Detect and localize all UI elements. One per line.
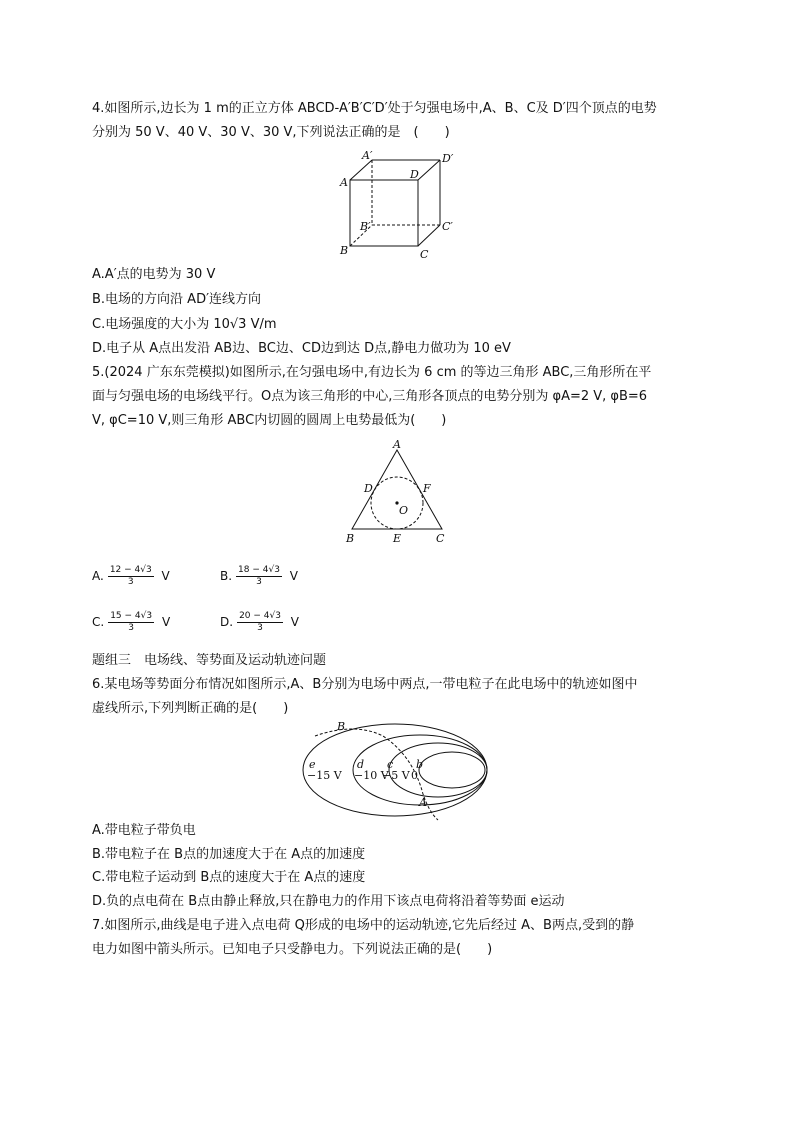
label-B: B <box>337 720 346 733</box>
q5-option-b: B. $\frac{18 - 4√3}{3}$ V <box>220 565 298 587</box>
section-title: 题组三 电场线、等势面及运动轨迹问题 <box>92 653 327 668</box>
q4-option-a: A.A′点的电势为 30 V <box>92 267 216 282</box>
label-C: C <box>420 248 429 261</box>
label-A: A <box>393 438 401 451</box>
label-D-prime: D′ <box>442 152 454 165</box>
q4-stem-line2: 分别为 50 V、40 V、30 V、30 V,下列说法正确的是 ( ) <box>92 125 450 140</box>
q6-stem-line1: 6.某电场等势面分布情况如图所示,A、B分别为电场中两点,一带电粒子在此电场中的轨迹如图中 <box>92 677 638 692</box>
q4-option-d: D.电子从 A点出发沿 AB边、BC边、CD边到达 D点,静电力做功为 10 eV <box>92 341 511 356</box>
q5-option-c: C. $\frac{15 - 4√3}{3}$ V <box>92 611 171 633</box>
q4-stem-line1: 4.如图所示,边长为 1 m的正立方体 ABCD-A′B′C′D′处于匀强电场中,A、B、C及 D′四个顶点的电势 <box>92 101 657 116</box>
q6-stem-line2: 虚线所示,下列判断正确的是( ) <box>92 701 289 716</box>
label-B: B <box>346 532 355 545</box>
label-C: C <box>436 532 445 545</box>
q7-stem-line1: 7.如图所示,曲线是电子进入点电荷 Q形成的电场中的运动轨迹,它先后经过 A、B两点,受到的静 <box>92 918 635 933</box>
label-F: F <box>423 482 431 495</box>
label-A: A <box>340 176 348 189</box>
q4-option-c: C.电场强度的大小为 10√3 V/m <box>92 317 277 332</box>
q5-option-d: D. $\frac{20 - 4√3}{3}$ V <box>220 611 300 633</box>
label-E: E <box>393 532 402 545</box>
label-minus-10v: −10 V <box>354 769 389 782</box>
label-e: e <box>309 758 316 771</box>
triangle-figure <box>340 436 460 548</box>
label-c: c <box>387 758 394 771</box>
q7-stem-line2: 电力如图中箭头所示。已知电子只受静电力。下列说法正确的是( ) <box>92 942 493 957</box>
label-A: A <box>419 796 427 809</box>
q6-option-d: D.负的点电荷在 B点由静止释放,只在静电力的作用下该点电荷将沿着等势面 e运动 <box>92 894 565 909</box>
q5-stem-line2: 面与匀强电场的电场线平行。O点为该三角形的中心,三角形各顶点的电势分别为 φA=2 V, φB=6 <box>92 389 648 404</box>
label-minus-5v: −5 V <box>382 769 410 782</box>
label-B-prime: B′ <box>360 220 371 233</box>
q6-option-c: C.带电粒子运动到 B点的速度大于在 A点的速度 <box>92 870 366 885</box>
label-d: d <box>357 758 365 771</box>
label-C-prime: C′ <box>442 220 453 233</box>
label-zero: 0 <box>411 769 418 782</box>
label-minus-15v: −15 V <box>307 769 342 782</box>
q5-option-a: A. $\frac{12 - 4√3}{3}$ V <box>92 565 170 587</box>
label-D: D <box>410 168 419 181</box>
label-A-prime: A′ <box>362 149 373 162</box>
equipotential-figure <box>295 716 495 822</box>
q5-stem-line3: V, φC=10 V,则三角形 ABC内切圆的圆周上电势最低为( ) <box>92 413 447 428</box>
q6-option-a: A.带电粒子带负电 <box>92 823 196 838</box>
cube-figure <box>330 148 470 263</box>
label-B: B <box>340 244 349 257</box>
q4-option-b: B.电场的方向沿 AD′连线方向 <box>92 292 262 307</box>
label-O: O <box>399 504 409 517</box>
q5-stem-line1: 5.(2024 广东东莞模拟)如图所示,在匀强电场中,有边长为 6 cm 的等边三角形 ABC,三角形所在平 <box>92 365 652 380</box>
label-b: b <box>416 758 424 771</box>
label-D: D <box>364 482 373 495</box>
q6-option-b: B.带电粒子在 B点的加速度大于在 A点的加速度 <box>92 847 366 862</box>
